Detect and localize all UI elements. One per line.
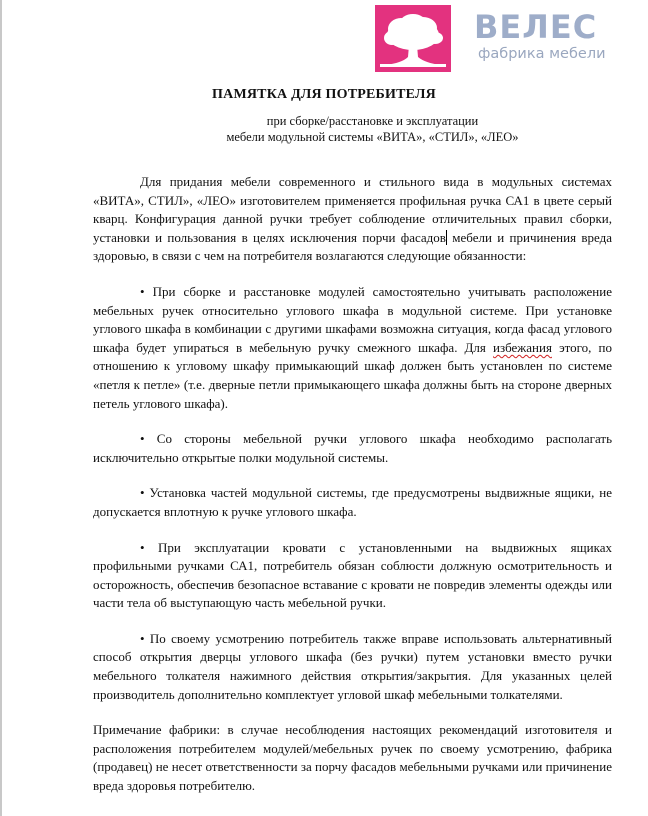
page-header	[0, 0, 648, 78]
subtitle-line-2: мебели модульной системы «ВИТА», «СТИЛ», «ЛЕО»	[226, 129, 519, 144]
tree-icon	[375, 5, 451, 72]
brand-logo	[375, 5, 451, 72]
document-title: ПАМЯТКА ДЛЯ ПОТРЕБИТЕЛЯ	[212, 87, 436, 102]
bullet-paragraph[interactable]	[93, 283, 612, 413]
brand-name: ВЕЛЕС	[474, 8, 598, 46]
bullet-paragraph[interactable]: • Со стороны мебельной ручки углового шкафа необходимо располагать исключительно открытые полки модульной системы.	[93, 431, 612, 465]
bullet-text-part-1: • При сборке и расстановке модулей самостоятельно учитывать расположение мебельных ручек относительно углового шкафа в модульной системе. При установке углового шкафа в комбинации с другими шкафами возможна ситуация, когда фасад углового шкафа будет упираться в мебельную ручку смежного шкафа. Для	[93, 283, 612, 355]
document-body	[0, 86, 648, 816]
misspelled-word[interactable]: избежания	[493, 339, 552, 355]
intro-paragraph[interactable]	[93, 173, 612, 266]
document-subtitle	[93, 114, 632, 145]
factory-note-paragraph[interactable]: Примечание фабрики: в случае несоблюдения настоящих рекомендаций изготовителя и расположения потребителем модулей/мебельных ручек по своему усмотрению, фабрика (продавец) не несет ответственности за порчу фасадов мебельными ручками или причинение вреда здоровья потребителю.	[93, 722, 612, 794]
bullet-paragraph[interactable]: • Установка частей модульной системы, где предусмотрены выдвижные ящики, не допускается вплотную к ручке углового шкафа.	[93, 485, 612, 519]
brand-tagline: фабрика мебели	[478, 46, 606, 62]
bullet-paragraph[interactable]: • При эксплуатации кровати с установленными на выдвижных ящиках профильными ручками СА1, потребитель обязан соблюсти должную осмотрительность и осторожность, обеспечив безопасное вставание с кровати не повредив элементы одежды или части тела об выступающую часть мебельной ручки.	[93, 539, 612, 611]
bullet-paragraph[interactable]: • По своему усмотрению потребитель также вправе использовать альтернативный способ открытия дверцы углового шкафа (без ручки) путем установки вместо ручки мебельного толкателя нажимного действия открытия/закрытия. Для указанных целей производитель дополнительно комплектует угловой шкаф мебельными толкателями.	[93, 630, 612, 702]
page-left-border	[0, 0, 2, 816]
intro-text-part-2: мебели и причинения вреда здоровью, в связи с чем на потребителя возлагаются следующие обязанности:	[93, 229, 613, 264]
intro-text-part-1: Для придания мебели современного и стильного вида в модульных системах «ВИТА», СТИЛ», «ЛЕО» изготовителем применяется профильная ручка СА1 в цвете серый кварц. Конфигурация данной ручки требует соблюдение отличительных правил сборки, установки и пользования в целях исключения порчи фасадов	[93, 174, 612, 245]
subtitle-line-1: при сборке/расстановке и эксплуатации	[266, 114, 479, 128]
bullet-text-part-2: этого, по отношению к угловому шкафу примыкающий шкаф должен быть установлен по системе «петля к петле» (т.е. дверные петли примыкающего шкафа должны быть на стороне дверных петель углового шкафа).	[93, 339, 612, 411]
